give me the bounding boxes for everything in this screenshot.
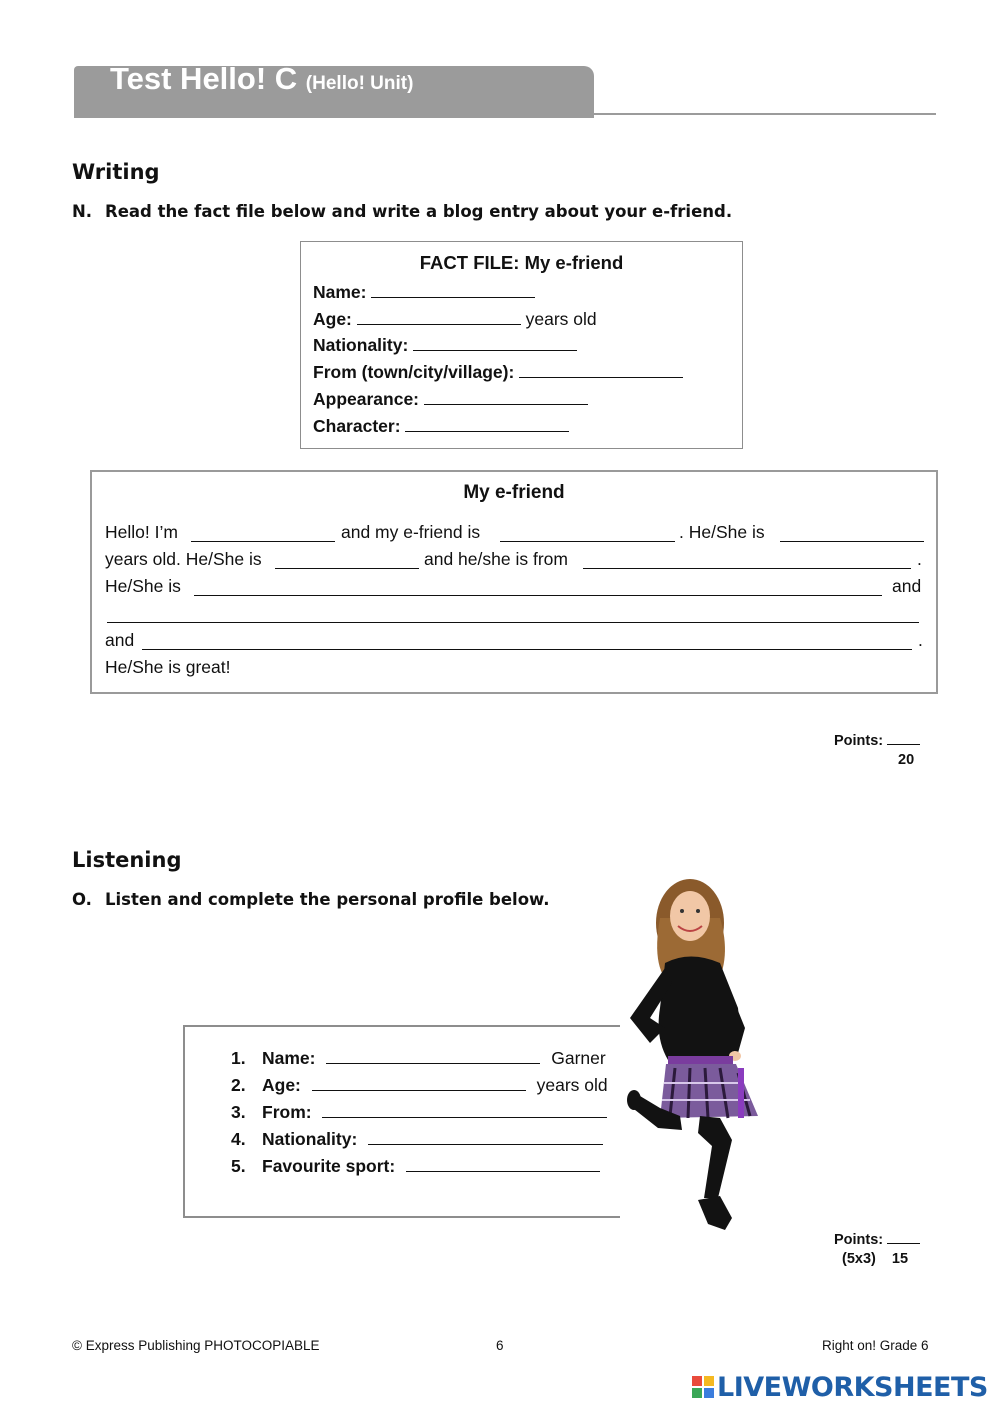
- profile-label: Name:: [262, 1048, 316, 1068]
- fact-age-suffix: years old: [525, 309, 597, 329]
- profile-label: Favourite sport:: [262, 1156, 396, 1176]
- fact-age-input[interactable]: [357, 310, 521, 325]
- efriend-text: and: [105, 630, 135, 650]
- instruction-letter: N.: [72, 202, 93, 221]
- profile-label: Nationality:: [262, 1129, 358, 1149]
- instruction-text: Read the fact file below and write a blog entry about your e-friend.: [105, 202, 733, 221]
- profile-suffix: Garner: [551, 1048, 606, 1068]
- profile-name-input[interactable]: [326, 1049, 540, 1064]
- fact-appearance-label: Appearance:: [313, 389, 420, 409]
- writing-points-total: 20: [898, 752, 915, 768]
- fact-nationality-row: [313, 335, 577, 356]
- efriend-nationality-input[interactable]: [275, 568, 419, 569]
- profile-row-sport: [231, 1156, 600, 1177]
- points-breakdown: (5x3): [842, 1251, 876, 1267]
- fact-age-row: [313, 309, 597, 330]
- profile-number: 4.: [231, 1129, 246, 1149]
- fact-nationality-input[interactable]: [413, 336, 577, 351]
- listening-points-input[interactable]: [887, 1231, 920, 1244]
- efriend-age-input[interactable]: [780, 541, 924, 542]
- profile-label: Age:: [262, 1075, 301, 1095]
- profile-nationality-input[interactable]: [368, 1130, 603, 1145]
- title-subtitle: (Hello! Unit): [305, 73, 414, 94]
- efriend-friend-name-input[interactable]: [500, 541, 675, 542]
- profile-suffix: years old: [536, 1075, 608, 1095]
- efriend-line-6: He/She is great!: [105, 657, 231, 677]
- fact-character-input[interactable]: [405, 417, 569, 432]
- profile-from-input[interactable]: [322, 1103, 607, 1118]
- efriend-text: . He/She is: [679, 522, 765, 542]
- fact-character-row: [313, 416, 569, 437]
- efriend-text: and: [892, 576, 922, 596]
- girl-photo: [620, 878, 770, 1238]
- efriend-text: He/She is: [105, 576, 181, 596]
- writing-instruction: [72, 202, 732, 221]
- fact-file-title: FACT FILE: My e-friend: [419, 252, 624, 273]
- efriend-text: .: [918, 630, 923, 650]
- instruction-letter: O.: [72, 890, 92, 909]
- efriend-text: Hello! I’m: [105, 522, 178, 542]
- points-label: Points:: [834, 1232, 884, 1248]
- efriend-my-name-input[interactable]: [191, 541, 335, 542]
- fact-nationality-label: Nationality:: [313, 335, 409, 355]
- efriend-text: .: [917, 549, 922, 569]
- listening-points-breakdown: [842, 1251, 908, 1267]
- footer-book-title: Right on! Grade 6: [822, 1338, 929, 1353]
- instruction-text: Listen and complete the personal profile below.: [105, 890, 550, 909]
- fact-from-label: From (town/city/village):: [313, 362, 515, 382]
- points-total: 15: [891, 1251, 909, 1267]
- liveworksheets-icon: [692, 1376, 714, 1398]
- profile-number: 2.: [231, 1075, 246, 1095]
- points-label: Points:: [834, 733, 884, 749]
- profile-row-from: [231, 1102, 607, 1123]
- fact-character-label: Character:: [313, 416, 401, 436]
- my-efriend-title: My e-friend: [463, 482, 565, 503]
- profile-row-age: [231, 1075, 608, 1096]
- writing-points: [834, 732, 920, 749]
- profile-age-input[interactable]: [312, 1076, 526, 1091]
- efriend-text: and my e-friend is: [341, 522, 481, 542]
- fact-name-label: Name:: [313, 282, 367, 302]
- writing-heading: Writing: [72, 160, 160, 184]
- fact-name-row: [313, 282, 535, 303]
- brand-text: LIVEWORKSHEETS: [717, 1372, 988, 1403]
- writing-points-input[interactable]: [887, 732, 920, 745]
- fact-from-input[interactable]: [519, 363, 683, 378]
- footer-page-number: 6: [496, 1338, 504, 1353]
- efriend-text: and he/she is from: [424, 549, 568, 569]
- title-rule: [594, 113, 936, 115]
- listening-heading: Listening: [72, 848, 182, 872]
- footer-copyright: © Express Publishing PHOTOCOPIABLE: [72, 1338, 320, 1353]
- profile-row-name: [231, 1048, 606, 1069]
- liveworksheets-logo[interactable]: [692, 1372, 988, 1403]
- profile-row-nationality: [231, 1129, 603, 1150]
- fact-name-input[interactable]: [371, 283, 535, 298]
- fact-from-row: [313, 362, 683, 383]
- profile-label: From:: [262, 1102, 312, 1122]
- fact-appearance-input[interactable]: [424, 390, 588, 405]
- fact-appearance-row: [313, 389, 588, 410]
- efriend-appearance-input[interactable]: [194, 595, 882, 596]
- title-main: Test Hello! C: [110, 61, 298, 96]
- efriend-character-input[interactable]: [142, 649, 912, 650]
- efriend-appearance-input-2[interactable]: [107, 622, 919, 623]
- page-title: [110, 61, 413, 97]
- efriend-text: years old. He/She is: [105, 549, 262, 569]
- listening-instruction: [72, 890, 550, 909]
- profile-number: 3.: [231, 1102, 246, 1122]
- profile-number: 5.: [231, 1156, 246, 1176]
- profile-number: 1.: [231, 1048, 246, 1068]
- fact-age-label: Age:: [313, 309, 352, 329]
- efriend-from-input[interactable]: [583, 568, 911, 569]
- profile-sport-input[interactable]: [406, 1157, 600, 1172]
- listening-points: [834, 1231, 920, 1248]
